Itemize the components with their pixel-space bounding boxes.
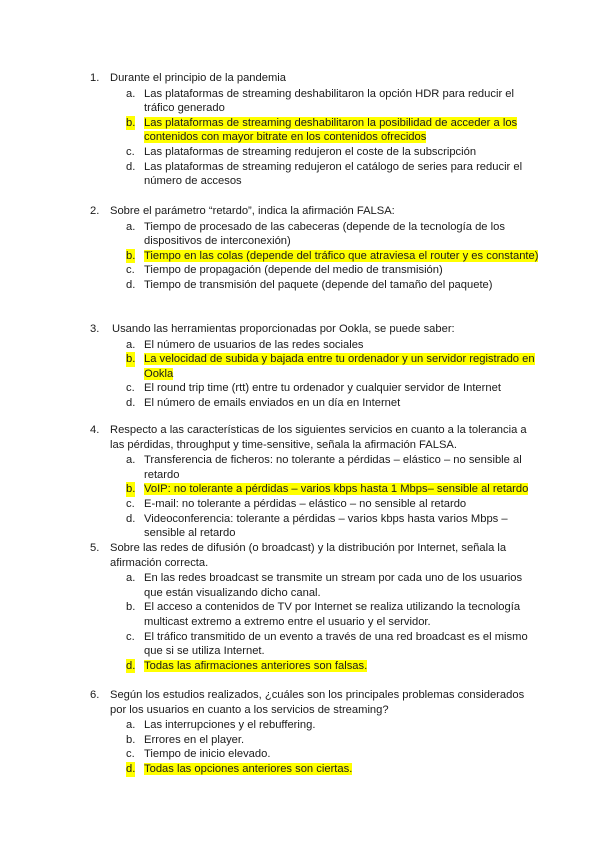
option-letter: a. [126,719,136,732]
option-letter: d. [126,396,136,409]
option-b [90,116,540,145]
option-c [90,145,540,160]
option-letter: c. [126,145,135,158]
option-d [90,278,540,293]
option-d [90,762,540,777]
option-a [90,571,540,600]
option-text-highlighted: VoIP: no tolerante a pérdidas – varios kbps hasta 1 Mbps– sensible al retardo [144,483,529,496]
option-text: Las plataformas de streaming deshabilitaron la opción HDR para reducir el tráfico generado [144,87,515,115]
option-b [90,352,540,381]
option-a [90,718,540,733]
option-text-highlighted: Tiempo en las colas (depende del tráfico que atraviesa el router y es constante) [144,249,539,262]
option-letter: d. [126,160,136,173]
option-text: El round trip time (rtt) entre tu ordenador y cualquier servidor de Internet [144,382,501,395]
option-letter: c. [126,497,135,510]
option-letter: b. [126,353,136,366]
option-letter: a. [126,87,136,100]
option-d [90,512,540,541]
option-a [90,220,540,249]
option-a [90,87,540,116]
option-letter: a. [126,338,136,351]
question-4 [90,423,540,541]
option-text: Las plataformas de streaming redujeron el coste de la subscripción [144,145,477,158]
question-5 [90,541,540,673]
option-text: El tráfico transmitido de un evento a través de una red broadcast es el mismo que si se utiliza Internet. [144,630,528,658]
option-letter: a. [126,220,136,233]
option-letter: b. [126,601,136,614]
option-letter: c. [126,382,135,395]
option-letter: c. [126,748,135,761]
option-c [90,497,540,512]
question-text: Sobre las redes de difusión (o broadcast) y la distribución por Internet, señala la afirmación correcta. [110,542,507,569]
option-text: Tiempo de procesado de las cabeceras (depende de la tecnología de los dispositivos de interconexión) [144,220,505,248]
option-text-highlighted: Todas las opciones anteriores son ciertas. [144,762,353,775]
option-a [90,338,540,353]
option-letter: d. [126,659,136,672]
option-b [90,249,540,264]
option-text-highlighted: Las plataformas de streaming deshabilitaron la posibilidad de acceder a los contenidos con mayor bitrate en los contenidos ofrecidos [144,116,518,144]
question-number: 4. [90,424,100,436]
question-number: 3. [90,323,100,335]
option-letter: c. [126,630,135,643]
question-number: 2. [90,205,100,217]
option-letter: b. [126,249,136,262]
question-text: Durante el principio de la pandemia [110,72,287,84]
option-text: Tiempo de inicio elevado. [144,748,271,761]
option-c [90,381,540,396]
option-letter: b. [126,116,136,129]
question-number: 5. [90,542,100,554]
option-text: Videoconferencia: tolerante a pérdidas – varios kbps hasta varios Mbps – sensible al retardo [144,512,508,540]
option-a [90,453,540,482]
option-text: Las plataformas de streaming redujeron el catálogo de series para reducir el número de accesos [144,160,523,188]
option-c [90,630,540,659]
question-text: Según los estudios realizados, ¿cuáles son los principales problemas considerados por los usuarios en cuanto a los servicios de streaming? [110,689,525,716]
option-text: Tiempo de propagación (depende del medio de transmisión) [144,264,443,277]
option-d [90,396,540,411]
option-d [90,160,540,189]
option-letter: d. [126,512,136,525]
question-text: Respecto a las características de los siguientes servicios en cuanto a la tolerancia a las pérdidas, throughput y time-sensitive, señala la afirmación FALSA. [110,424,527,451]
question-1 [90,71,540,189]
question-text: Usando las herramientas proporcionadas por Ookla, se puede saber: [112,323,455,335]
option-letter: b. [126,483,136,496]
option-text: Las interrupciones y el rebuffering. [144,719,316,732]
option-text: Errores en el player. [144,733,245,746]
question-6 [90,688,540,777]
option-d [90,659,540,674]
option-c [90,747,540,762]
question-number: 6. [90,689,100,701]
option-text-highlighted: Todas las afirmaciones anteriores son falsas. [144,659,368,672]
option-letter: b. [126,733,136,746]
option-b [90,482,540,497]
option-text: Tiempo de transmisión del paquete (depende del tamaño del paquete) [144,278,493,291]
option-text: El número de emails enviados en un día en Internet [144,396,401,409]
option-text: E-mail: no tolerante a pérdidas – elástico – no sensible al retardo [144,497,467,510]
option-text: En las redes broadcast se transmite un stream por cada uno de los usuarios que están visualizando dicho canal. [144,572,523,599]
option-text: El número de usuarios de las redes sociales [144,338,364,351]
option-letter: c. [126,264,135,277]
question-text: Sobre el parámetro “retardo”, indica la afirmación FALSA: [110,205,395,217]
option-letter: a. [126,454,136,467]
option-b [90,733,540,748]
option-text: Transferencia de ficheros: no tolerante a pérdidas – elástico – no sensible al retardo [144,454,522,481]
option-letter: d. [126,762,136,775]
question-2 [90,204,540,293]
option-letter: d. [126,278,136,291]
option-c [90,263,540,278]
question-number: 1. [90,72,100,84]
option-b [90,600,540,629]
option-text-highlighted: La velocidad de subida y bajada entre tu ordenador y un servidor registrado en Ookla [144,353,535,380]
option-letter: a. [126,572,136,585]
question-3 [90,322,540,411]
option-text: El acceso a contenidos de TV por Internet se realiza utilizando la tecnología multicast extremo a extremo entre el usuario y el servidor. [144,601,521,628]
